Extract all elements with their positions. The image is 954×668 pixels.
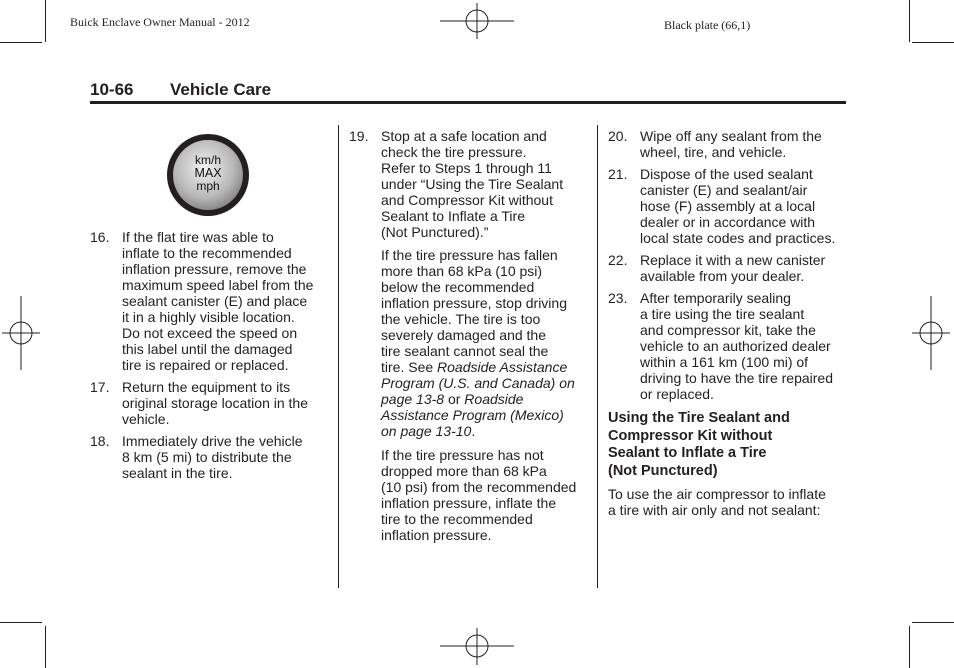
step-18 xyxy=(90,433,330,481)
section-title: Vehicle Care xyxy=(170,80,272,99)
step-text: Stop at a safe location and check the tire pressure. Refer to Steps 1 through 11 under “Using the Tire Sealant and Compressor Kit without Sealant to Inflate a Tire (Not Punctured).” xyxy=(381,128,564,240)
registration-mark-top xyxy=(440,0,516,40)
page-number: 10-66 xyxy=(90,80,134,99)
step-17 xyxy=(90,379,330,427)
registration-mark-left xyxy=(0,296,42,372)
step-number: 22. xyxy=(608,252,628,268)
step-number: 23. xyxy=(608,290,628,306)
step-23 xyxy=(608,290,848,402)
connector-text: or xyxy=(444,391,465,407)
step-text: Dispose of the used sealant canister (E) and sealant/air hose (F) assembly at a local dealer or in accordance with local state codes and practices. xyxy=(640,166,836,246)
sign-kmh: km/h xyxy=(194,153,221,167)
column-3 xyxy=(608,128,848,518)
max-speed-label-illustration xyxy=(166,133,250,217)
step-text: Return the equipment to its original storage location in the vehicle. xyxy=(122,379,309,427)
paragraph-text: If the tire pressure has fallen more than 68 kPa (10 psi) below the recommended inflation pressure, stop driving the vehicle. The tire is too severely damaged and the tire sealant cannot seal the tire. See xyxy=(381,247,567,375)
step-21 xyxy=(608,166,848,246)
header-rule xyxy=(90,101,846,104)
registration-mark-bottom xyxy=(440,628,516,668)
sign-mph: mph xyxy=(196,179,220,193)
plate-label: Black plate (66,1) xyxy=(664,18,751,32)
step-22 xyxy=(608,252,848,284)
step-number: 20. xyxy=(608,128,628,144)
period-text: . xyxy=(471,423,476,439)
document-title: Buick Enclave Owner Manual - 2012 xyxy=(70,15,250,29)
page-heading xyxy=(90,80,271,100)
step-number: 17. xyxy=(90,379,110,395)
pressure-fallen-paragraph xyxy=(381,247,589,439)
roadside-assistance-mexico-link[interactable]: Roadside Assistance Program (Mexico) on page 13-10 xyxy=(381,391,564,439)
step-20 xyxy=(608,128,848,160)
column-divider-1 xyxy=(338,125,339,588)
step-text: If the flat tire was able to inflate to the recommended inflation pressure, remove the maximum speed label from the sealant canister (E) and place it in a highly visible location. Do not exceed the speed on this label until the damaged tire is repaired or replaced. xyxy=(122,229,314,373)
step-text: Wipe off any sealant from the wheel, tire, and vehicle. xyxy=(640,128,822,160)
column-1 xyxy=(90,229,330,487)
step-text: Replace it with a new canister available from your dealer. xyxy=(640,252,826,284)
step-number: 18. xyxy=(90,433,110,449)
registration-mark-right xyxy=(912,296,954,372)
column-divider-2 xyxy=(597,125,598,588)
step-19 xyxy=(349,128,589,240)
step-number: 19. xyxy=(349,128,369,144)
roadside-assistance-us-link[interactable]: Roadside Assistance Program (U.S. and Canada) on page 13-8 xyxy=(381,359,575,407)
step-text: After temporarily sealing a tire using the tire sealant and compressor kit, take the vehicle to an authorized dealer within a 161 km (100 mi) of driving to have the tire repaired or replaced. xyxy=(640,290,833,402)
step-number: 21. xyxy=(608,166,628,182)
step-number: 16. xyxy=(90,229,110,245)
column-2 xyxy=(349,128,589,543)
sign-max: MAX xyxy=(194,166,222,180)
section-intro: To use the air compressor to inflate a tire with air only and not sealant: xyxy=(608,486,826,518)
section-subheading: Using the Tire Sealant and Compressor Kit without Sealant to Inflate a Tire (Not Punctured) xyxy=(608,410,790,479)
step-16 xyxy=(90,229,330,373)
step-text: Immediately drive the vehicle 8 km (5 mi) to distribute the sealant in the tire. xyxy=(122,433,303,481)
pressure-not-dropped-paragraph: If the tire pressure has not dropped more than 68 kPa (10 psi) from the recommended inflation pressure, inflate the tire to the recommended inflation pressure. xyxy=(381,447,577,543)
